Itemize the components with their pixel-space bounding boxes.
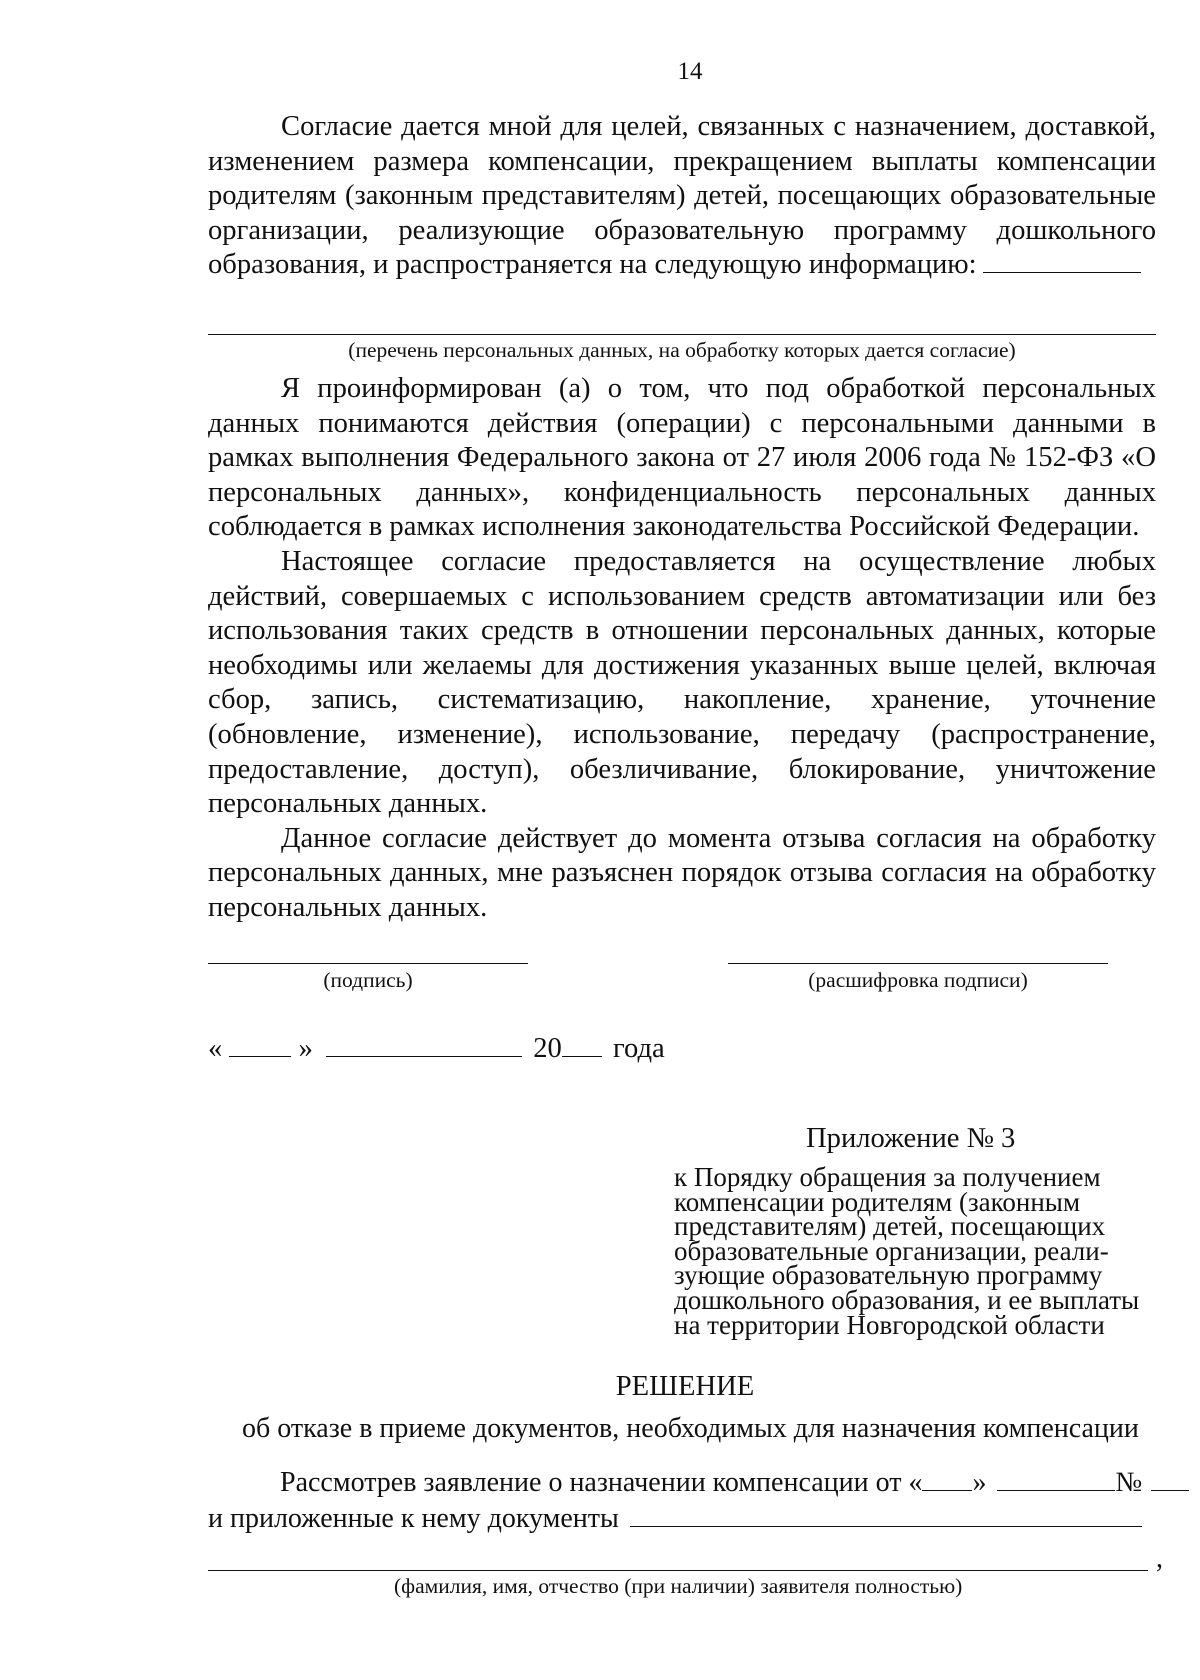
appendix-line: компенсации родителям (законным	[674, 1186, 1081, 1217]
personal-data-caption: (перечень персональных данных, на обработку которых дается согласие)	[348, 338, 1016, 362]
signature-decoding-caption: (расшифровка подписи)	[808, 968, 1028, 992]
appendix-line: на территории Новгородской области	[674, 1309, 1105, 1340]
consent-purpose-text: Согласие дается мной для целей, связанных с назначением, доставкой, изменением размера компенсации, прекращением выплаты компенсации родителям (законным представителям) детей, посещающих образовательные организации, реализующие образовательную программу дошкольного образования, и распространяется на следующую информацию:	[208, 111, 1156, 281]
signature-caption: (подпись)	[323, 968, 413, 992]
appendix-title: Приложение № 3	[806, 1123, 1016, 1154]
century-text: 20	[533, 1033, 562, 1064]
year-word: года	[612, 1033, 665, 1064]
year-blank[interactable]	[562, 1032, 602, 1057]
decision-subtitle: об отказе в приеме документов, необходимых для назначения компенсации	[242, 1413, 1139, 1444]
number-sign: №	[1115, 1467, 1143, 1498]
appendix-line: представителям) детей, посещающих	[674, 1211, 1106, 1242]
scope-paragraph: Настоящее согласие предоставляется на осуществление любых действий, совершаемых с использованием средств автоматизации или без использования таких средств в отношении персональных данных, которые необходимы или желаемы для достижения указанных выше целей, включая сбор, запись, систематизацию, накопление, хранение, уточнение (обновление, изменение), использование, передачу (распространение, предоставление, доступ), обезличивание, блокирование, уничтожение персональных данных.	[208, 545, 1156, 820]
appendix-line: зующие образовательную программу	[674, 1260, 1103, 1291]
page-number: 14	[677, 58, 703, 85]
attachments-blank[interactable]	[630, 1502, 1142, 1527]
date-line	[208, 1032, 665, 1066]
personal-data-line[interactable]	[208, 334, 1156, 335]
consent-purpose-paragraph	[208, 110, 1156, 283]
day-blank[interactable]	[229, 1032, 291, 1057]
consent-purpose-block	[208, 110, 1156, 283]
appendix-line: дошкольного образования, и ее выплаты	[674, 1284, 1140, 1315]
appendix-line: образовательные организации, реали-	[674, 1235, 1109, 1266]
application-number-blank[interactable]	[1151, 1466, 1189, 1491]
review-prefix: Рассмотрев заявление о назначении компенсации от «	[280, 1467, 923, 1498]
attachments-line	[208, 1502, 1142, 1536]
review-application-line	[280, 1466, 1189, 1500]
informed-paragraph: Я проинформирован (а) о том, что под обработкой персональных данных понимаются действия (операции) с персональными данными в рамках выполнения Федерального закона от 27 июля 2006 года № 152-ФЗ «О персональных данных», конфиденциальность персональных данных соблюдается в рамках исполнения законодательства Российской Федерации.	[208, 373, 1156, 543]
month-blank[interactable]	[326, 1032, 522, 1057]
application-day-blank[interactable]	[922, 1466, 972, 1491]
appendix-body	[674, 1162, 1140, 1340]
date-close-quote: »	[298, 1033, 313, 1064]
review-close-quote: »	[972, 1467, 987, 1498]
information-blank-line[interactable]	[983, 250, 1141, 273]
trailing-comma: ,	[1156, 1543, 1163, 1574]
appendix-line: к Порядку обращения за получением	[674, 1162, 1101, 1192]
application-month-blank[interactable]	[997, 1466, 1115, 1491]
consent-terms-block	[208, 372, 1156, 926]
date-open-quote: «	[208, 1033, 223, 1064]
decision-title: РЕШЕНИЕ	[615, 1371, 755, 1402]
applicant-name-caption: (фамилия, имя, отчество (при наличии) заявителя полностью)	[394, 1574, 963, 1598]
attachments-text: и приложенные к нему документы	[208, 1503, 619, 1534]
signature-line[interactable]	[208, 963, 528, 964]
applicant-name-line[interactable]	[208, 1570, 1148, 1571]
validity-paragraph: Данное согласие действует до момента отзыва согласия на обработку персональных данных, мне разъяснен порядок отзыва согласия на обработку персональных данных.	[208, 822, 1156, 923]
signature-decoding-line[interactable]	[728, 963, 1108, 964]
